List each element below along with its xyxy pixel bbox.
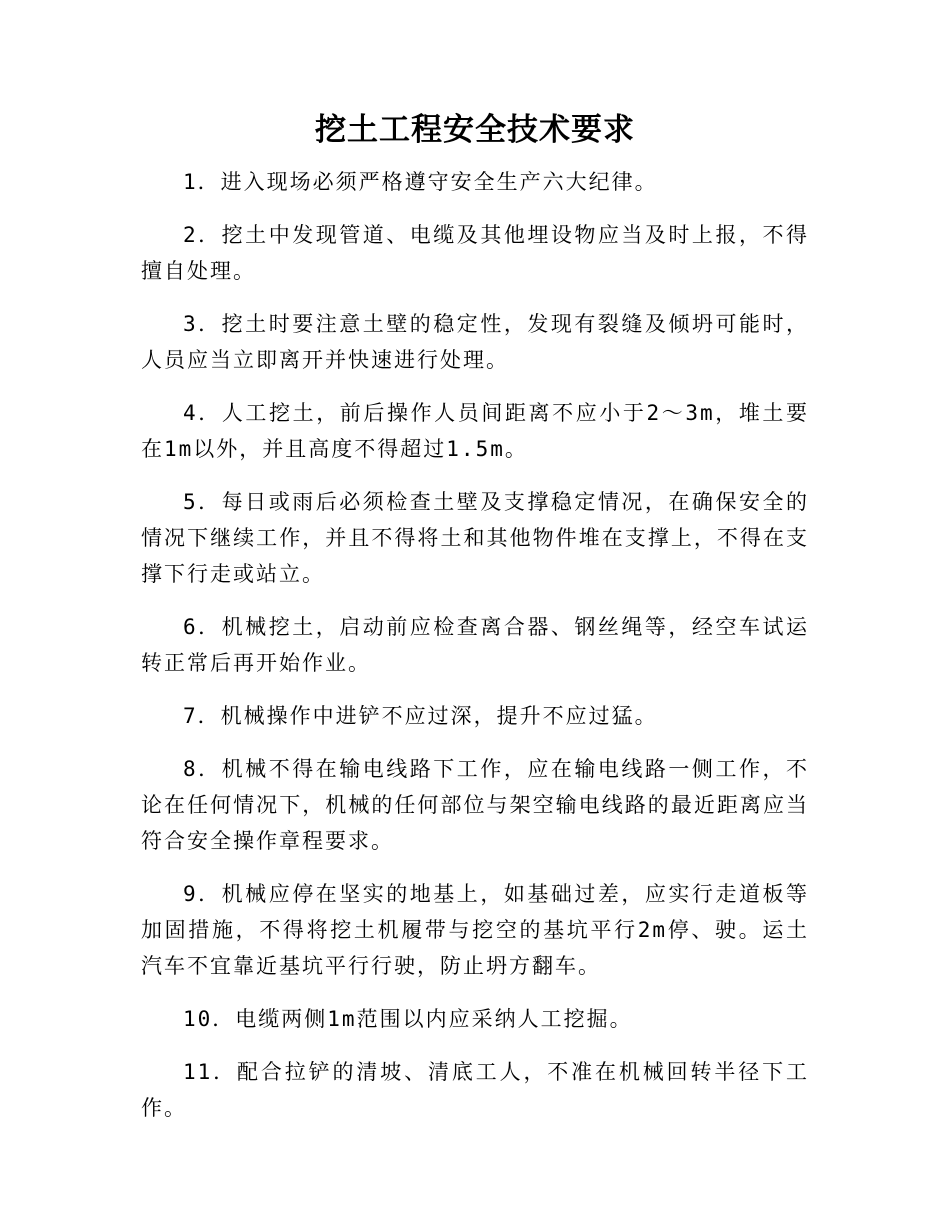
document-body xyxy=(141,164,809,1143)
paragraph-1: 1．进入现场必须严格遵守安全生产六大纪律。 xyxy=(183,170,658,194)
paragraph-2: 2．挖土中发现管道、电缆及其他埋设物应当及时上报，不得擅自处理。 xyxy=(141,223,809,283)
paragraph-11: 11．配合拉铲的清坡、清底工人，不准在机械回转半径下工作。 xyxy=(141,1060,809,1120)
paragraph-10: 10．电缆两侧1m范围以内应采纳人工挖掘。 xyxy=(183,1007,633,1031)
paragraph-4: 4．人工挖土，前后操作人员间距离不应小于2～3m，堆土要在1m以外，并且高度不得超过1.5m。 xyxy=(141,401,809,461)
paragraph-7: 7．机械操作中进铲不应过深，提升不应过猛。 xyxy=(183,704,658,728)
paragraph-3: 3．挖土时要注意土壁的稳定性，发现有裂缝及倾坍可能时，人员应当立即离开并快速进行处理。 xyxy=(141,312,809,372)
paragraph-5: 5．每日或雨后必须检查土壁及支撑稳定情况，在确保安全的情况下继续工作，并且不得将土和其他物件堆在支撑上，不得在支撑下行走或站立。 xyxy=(141,490,809,586)
paragraph-6: 6．机械挖土，启动前应检查离合器、钢丝绳等，经空车试运转正常后再开始作业。 xyxy=(141,615,809,675)
paragraph-8: 8．机械不得在输电线路下工作，应在输电线路一侧工作，不论在任何情况下，机械的任何部位与架空输电线路的最近距离应当符合安全操作章程要求。 xyxy=(141,757,809,853)
paragraph-9: 9．机械应停在坚实的地基上，如基础过差，应实行走道板等加固措施，不得将挖土机履带与挖空的基坑平行2m停、驶。运土汽车不宜靠近基坑平行行驶，防止坍方翻车。 xyxy=(141,882,809,978)
document-title: 挖土工程安全技术要求 xyxy=(315,112,635,148)
